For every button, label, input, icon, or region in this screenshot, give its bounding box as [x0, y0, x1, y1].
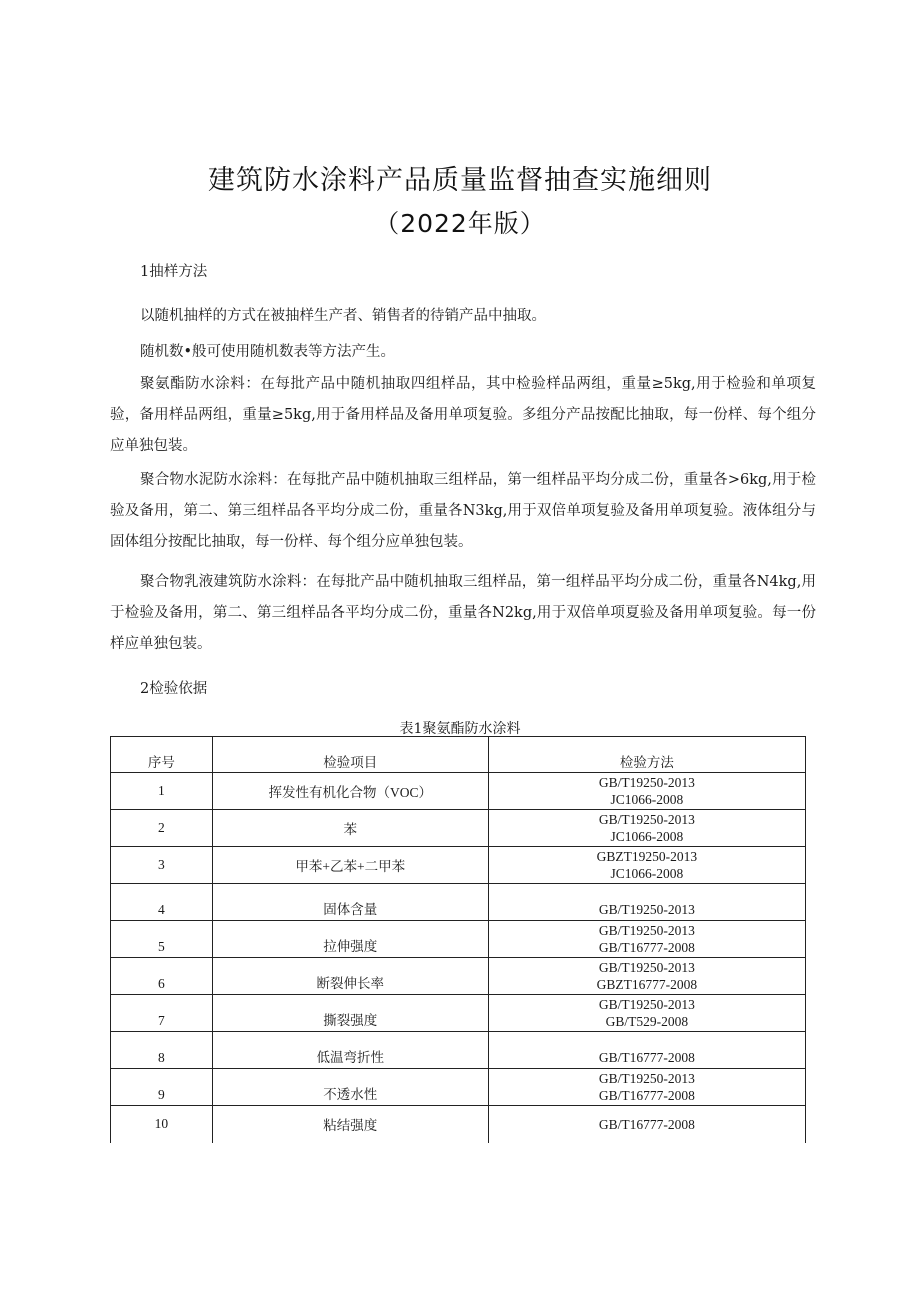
paragraph-4: 聚合物水泥防水涂料：在每批产品中随机抽取三组样品，第一组样品平均分成二份，重量各>6kg,用于检验及备用，第二、第三组样品各平均分成二份，重量各N3kg,用于双倍单项复验及备用单项复验。液体组分与固体组分按配比抽取，每一份样、每个组分应单独包装。 [110, 472, 816, 550]
row-no: 5 [111, 921, 213, 958]
row-method [488, 995, 805, 1032]
row-item: 断裂伸长率 [212, 958, 488, 995]
row-method [488, 847, 805, 884]
row-method [488, 1032, 805, 1069]
method-line-2: GBZT16777-2008 [596, 977, 698, 992]
row-item: 撕裂强度 [212, 995, 488, 1032]
row-item: 苯 [212, 810, 488, 847]
table-row [111, 773, 806, 810]
method-line-1: GB/T19250-2013 [598, 923, 695, 938]
method-line-2: JC1066-2008 [610, 866, 684, 881]
document-subtitle: （2022年版） [374, 209, 546, 238]
section1-heading: 1抽样方法 [140, 264, 208, 280]
header-no: 序号 [111, 737, 213, 773]
method-line-2: GB/T16777-2008 [598, 1088, 695, 1103]
table-row [111, 958, 806, 995]
row-method [488, 810, 805, 847]
method-line-1: GB/T16777-2008 [598, 1050, 695, 1065]
row-method [488, 958, 805, 995]
header-item: 检验项目 [212, 737, 488, 773]
method-line-1: GB/T19250-2013 [598, 997, 695, 1012]
header-method: 检验方法 [488, 737, 805, 773]
method-line-2: GB/T529-2008 [605, 1014, 689, 1029]
row-method [488, 1069, 805, 1106]
section2-heading: 2检验依据 [140, 681, 208, 697]
method-line-1: GBZT19250-2013 [596, 849, 698, 864]
row-no: 6 [111, 958, 213, 995]
inspection-table [110, 736, 806, 1143]
row-method [488, 921, 805, 958]
row-method [488, 884, 805, 921]
method-line-1: GB/T19250-2013 [598, 960, 695, 975]
row-item: 拉伸强度 [212, 921, 488, 958]
paragraph-3: 聚氨酯防水涂料：在每批产品中随机抽取四组样品，其中检验样品两组，重量≥5kg,用于检验和单项复验，备用样品两组，重量≥5kg,用于备用样品及备用单项复验。多组分产品按配比抽取，每一份样、每个组分应单独包装。 [110, 376, 816, 454]
row-no: 9 [111, 1069, 213, 1106]
paragraph-1: 以随机抽样的方式在被抽样生产者、销售者的待销产品中抽取。 [140, 308, 546, 324]
row-method [488, 773, 805, 810]
table-row [111, 810, 806, 847]
table-row [111, 1069, 806, 1106]
method-line-1: GB/T19250-2013 [598, 775, 695, 790]
method-line-2: JC1066-2008 [610, 792, 684, 807]
table-row [111, 1032, 806, 1069]
row-no: 2 [111, 810, 213, 847]
table-row [111, 995, 806, 1032]
row-no: 1 [111, 773, 213, 810]
table-row [111, 921, 806, 958]
row-item: 甲苯+乙苯+二甲苯 [212, 847, 488, 884]
table-caption: 表1聚氨酯防水涂料 [399, 721, 521, 737]
method-line-1: GB/T19250-2013 [598, 1071, 695, 1086]
row-item: 低温弯折性 [212, 1032, 488, 1069]
method-line-2: GB/T16777-2008 [598, 940, 695, 955]
paragraph-2: 随机数•般可使用随机数表等方法产生。 [140, 344, 396, 360]
row-no: 7 [111, 995, 213, 1032]
method-line-1: GB/T19250-2013 [598, 902, 695, 917]
row-no: 3 [111, 847, 213, 884]
document-title: 建筑防水涂料产品质量监督抽查实施细则 [208, 165, 712, 196]
row-no: 8 [111, 1032, 213, 1069]
method-line-2: JC1066-2008 [610, 829, 684, 844]
row-no: 4 [111, 884, 213, 921]
paragraph-5: 聚合物乳液建筑防水涂料：在每批产品中随机抽取三组样品，第一组样品平均分成二份，重量各N4kg,用于检验及备用，第二、第三组样品各平均分成二份，重量各N2kg,用于双倍单项夏验及备用单项复验。每一份样应单独包装。 [110, 574, 816, 652]
row-item: 固体含量 [212, 884, 488, 921]
row-item: 不透水性 [212, 1069, 488, 1106]
method-line-1: GB/T16777-2008 [598, 1116, 695, 1132]
table-row [111, 1106, 806, 1143]
table-row [111, 884, 806, 921]
row-method [488, 1106, 805, 1143]
row-item: 粘结强度 [212, 1106, 488, 1143]
row-no: 10 [111, 1106, 213, 1143]
table-row [111, 847, 806, 884]
method-line-1: GB/T19250-2013 [598, 812, 695, 827]
row-item: 挥发性有机化合物（VOC） [212, 773, 488, 810]
